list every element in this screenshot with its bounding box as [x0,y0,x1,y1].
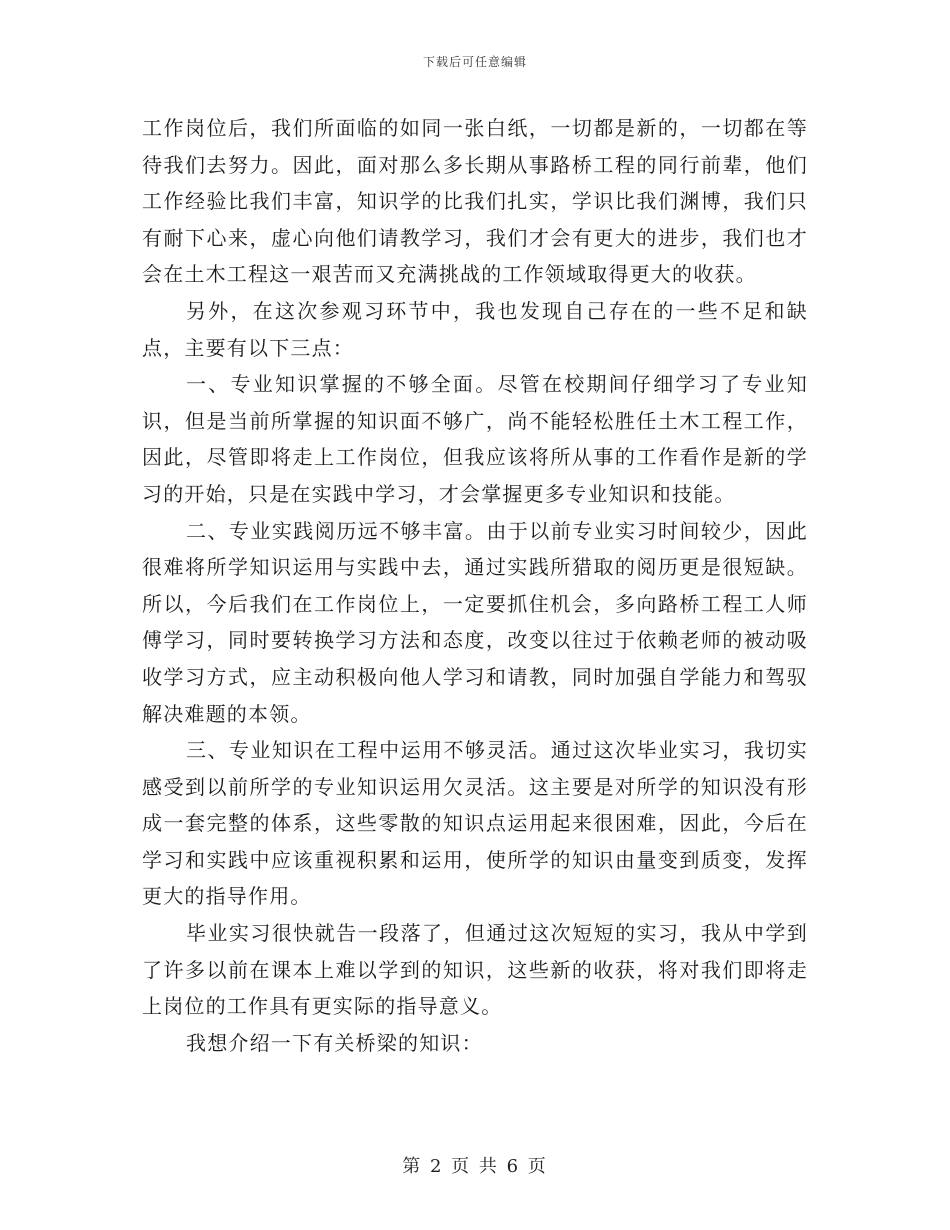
paragraph-point-three: 三、专业知识在工程中运用不够灵活。通过这次毕业实习，我切实感受到以前所学的专业知识运用欠灵活。这主要是对所学的知识没有形成一套完整的体系，这些零散的知识点运用起来很困难，因此，今后在学习和实践中应该重视积累和运用，使所学的知识由量变到质变，发挥更大的指导作用。 [142,738,808,909]
document-body [142,110,808,1061]
paragraph-shortcomings-intro: 另外，在这次参观习环节中，我也发现自己存在的一些不足和缺点，主要有以下三点： [142,298,808,360]
paragraph-continuation: 工作岗位后，我们所面临的如同一张白纸，一切都是新的，一切都在等待我们去努力。因此，面对那么多长期从事路桥工程的同行前辈，他们工作经验比我们丰富，知识学的比我们扎实，学识比我们渊博，我们只有耐下心来，虚心向他们请教学习，我们才会有更大的进步，我们也才会在土木工程这一艰苦而又充满挑战的工作领域取得更大的收获。 [142,116,808,287]
paragraph-point-two: 二、专业实践阅历远不够丰富。由于以前专业实习时间较少，因此很难将所学知识运用与实践中去，通过实践所猎取的阅历更是很短缺。所以，今后我们在工作岗位上，一定要抓住机会，多向路桥工程工人师傅学习，同时要转换学习方法和态度，改变以往过于依赖老师的被动吸收学习方式，应主动积极向他人学习和请教，同时加强自学能力和驾驭解决难题的本领。 [142,518,808,726]
page-number-footer: 第 2 页 共 6 页 [402,1156,548,1177]
paragraph-bridge-intro: 我想介绍一下有关桥梁的知识： [186,1030,483,1055]
paragraph-point-one: 一、专业知识掌握的不够全面。尽管在校期间仔细学习了专业知识，但是当前所掌握的知识面不够广，尚不能轻松胜任土木工程工作，因此，尽管即将走上工作岗位，但我应该将所从事的工作看作是新的学习的开始，只是在实践中学习，才会掌握更多专业知识和技能。 [142,372,808,506]
page-header: 下载后可任意编辑 [422,55,527,69]
paragraph-conclusion: 毕业实习很快就告一段落了，但通过这次短短的实习，我从中学到了许多以前在课本上难以学到的知识，这些新的收获，将对我们即将走上岗位的工作具有更实际的指导意义。 [142,921,808,1019]
